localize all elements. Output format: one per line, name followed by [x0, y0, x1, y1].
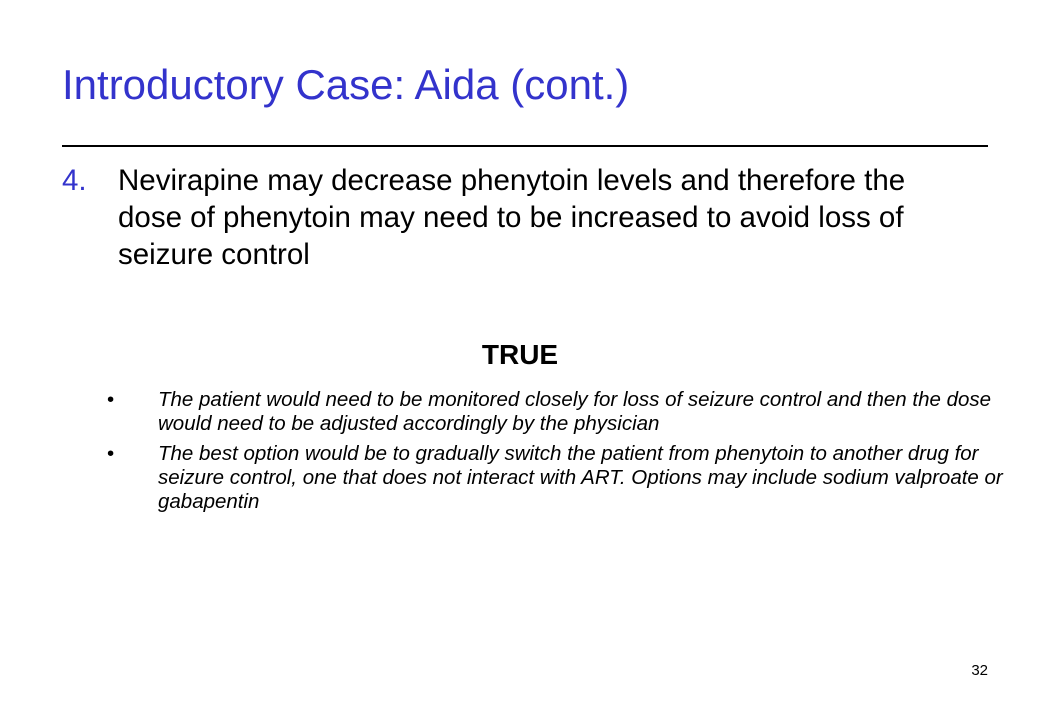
answer-verdict: TRUE — [481, 339, 559, 370]
point-text: Nevirapine may decrease phenytoin levels and therefore the dose of phenytoin may need to be increased to avoid loss of seizure control — [118, 164, 906, 271]
explanation-list — [105, 388, 1005, 520]
title-divider — [62, 145, 988, 147]
list-item — [105, 442, 1005, 514]
slide-title: Introductory Case: Aida (cont.) — [62, 61, 630, 108]
bullet-icon: • — [107, 388, 115, 411]
bullet-icon: • — [107, 442, 115, 465]
page-number: 32 — [971, 662, 988, 679]
bullet-text: The patient would need to be monitored closely for loss of seizure control and then the dose would need to be adjusted accordingly by the physician — [158, 388, 992, 435]
numbered-point — [62, 162, 962, 273]
list-item — [105, 388, 1005, 436]
point-number: 4. — [62, 164, 87, 197]
bullet-text: The best option would be to gradually switch the patient from phenytoin to another drug for seizure control, one that does not interact with ART. Options may include sodium valproate or gabapentin — [158, 442, 1003, 513]
